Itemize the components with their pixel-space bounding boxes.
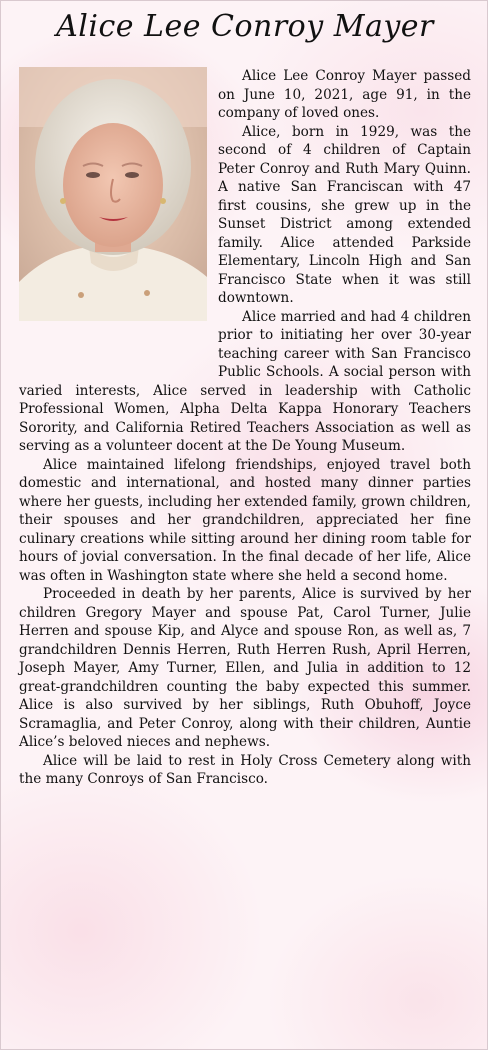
paragraph-survivors: Proceeded in death by her parents, Alice is survived by her children Gregory Mayer and spouse Pat, Carol Turner, Julie Herren and spouse Kip, and Alyce and spouse Ron, as well as, 7 grandchildren Dennis Herren, Ruth Herren Rush, April Herren, Joseph Mayer, Amy Turner, Ellen, and Julia in addition to 12 great-grandchildren counting the baby expected this summer. Alice is also survived by her siblings, Ruth Obuhoff, Joyce Scramaglia, and Peter Conroy, along with their children, Auntie Alice’s beloved nieces and nephews. xyxy=(19,586,471,750)
paragraph-friendships: Alice maintained lifelong friendships, enjoyed travel both domestic and international, and hosted many dinner parties where her guests, including her extended family, grown children, their spouses and her grandchildren, appreciated her fine culinary creations while sitting around her dining room table for hours of jovial conversation. In the final decade of her life, Alice was often in Washington state where she held a second home. xyxy=(19,456,471,584)
obituary-body xyxy=(19,67,471,789)
paragraph-career: Alice married and had 4 children prior to initiating her over 30-year teaching career with San Francisco Public Schools. A social person with varied interests, Alice served in leadership with Catholic Professional Women, Alpha Delta Kappa Honorary Teachers Sorority, and California Retired Teachers Association as well as serving as a volunteer docent at the De Young Museum. xyxy=(19,308,471,454)
obituary-title: Alice Lee Conroy Mayer xyxy=(56,9,434,44)
photo-spacer xyxy=(19,67,218,367)
paragraph-death-notice: Alice Lee Conroy Mayer passed on June 10, 2021, age 91, in the company of loved ones. xyxy=(218,68,471,121)
paragraph-early-life: Alice, born in 1929, was the second of 4 children of Captain Peter Conroy and Ruth Mary Quinn. A native San Franciscan with 47 first cousins, she grew up in the Sunset District among extended family. Alice attended Parkside Elementary, Lincoln High and San Francisco State when it was still downtown. xyxy=(218,123,471,306)
paragraph-burial: Alice will be laid to rest in Holy Cross Cemetery along with the many Conroys of San Francisco. xyxy=(19,752,471,787)
